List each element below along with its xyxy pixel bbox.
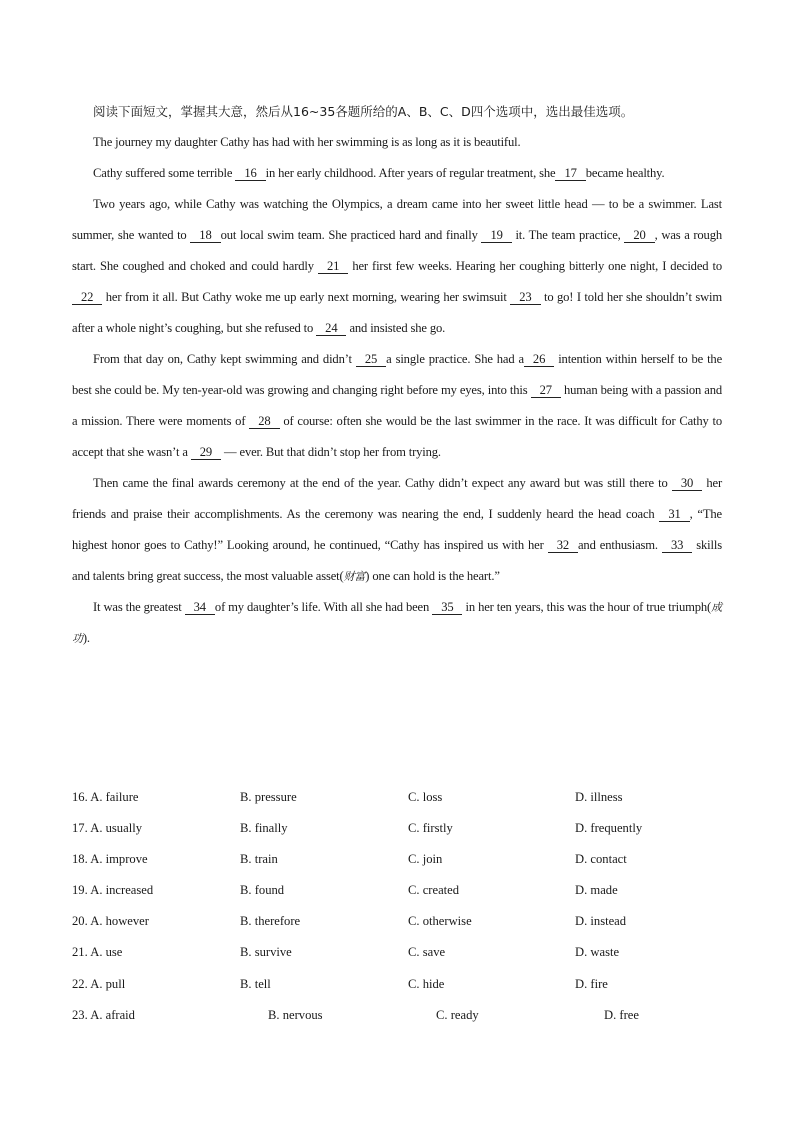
- instruction-text: 阅读下面短文，掌握其大意，然后从16~35各题所给的A、B、C、D四个选项中，选出最佳选项。: [93, 104, 634, 119]
- option-text[interactable]: A. afraid: [90, 1007, 135, 1022]
- question-row: [72, 937, 732, 968]
- question-number: 22.: [72, 976, 88, 991]
- passage-text: , “The highest honor goes to Cathy!” Looking around, he continued, “Cathy has inspired us with her: [72, 507, 722, 552]
- passage-text: intention within herself to be the best she could be. My ten-year-old was growing and changing right before my eyes, into this: [72, 352, 723, 397]
- passage-text: Then came the final awards ceremony at the end of the year. Cathy didn’t expect any award but was still there to: [93, 476, 672, 490]
- passage-paragraphs: [72, 127, 722, 654]
- passage-text: ) one can hold is the heart.”: [365, 569, 500, 583]
- blank-27: 27: [531, 383, 561, 398]
- option-c[interactable]: C. ready: [436, 1007, 479, 1022]
- question-row: [72, 969, 732, 1000]
- paragraph-p5: [72, 468, 722, 592]
- blank-16: 16: [235, 166, 265, 181]
- paragraph-p3: [72, 189, 722, 344]
- option-d[interactable]: D. illness: [575, 790, 623, 804]
- option-b[interactable]: B. finally: [240, 821, 288, 836]
- blank-24: 24: [316, 321, 346, 336]
- passage-text: of my daughter’s life. With all she had been: [214, 600, 433, 614]
- option-a[interactable]: [72, 844, 148, 875]
- option-b[interactable]: B. train: [240, 852, 278, 867]
- question-row: [72, 813, 732, 844]
- question-number: 23.: [72, 1007, 88, 1022]
- option-b[interactable]: B. therefore: [240, 914, 301, 929]
- question-row: [72, 906, 732, 937]
- passage-text: became healthy.: [585, 166, 665, 180]
- blank-30: 30: [672, 476, 702, 491]
- passage-text: human being with a passion and a mission. There were moments of: [72, 383, 722, 428]
- option-c[interactable]: C. join: [408, 852, 443, 867]
- passage-text: Two years ago, while Cathy was watching the Olympics, a dream came into her sweet little head — to be a swimmer. Last summer, she wanted to: [72, 197, 722, 242]
- blank-21: 21: [318, 259, 348, 274]
- passage-text: , was a rough start. She coughed and choked and could hardly: [72, 228, 722, 273]
- blank-22: 22: [72, 290, 102, 305]
- cloze-passage: [72, 96, 722, 654]
- passage-text: her from it all. But Cathy woke me up early next morning, wearing her swimsuit: [102, 290, 511, 304]
- option-c[interactable]: C. loss: [408, 790, 443, 804]
- passage-text: her friends and praise their accomplishments. As the ceremony was nearing the end, I suddenly heard the head coach: [72, 476, 723, 521]
- paragraph-p1: [72, 127, 722, 158]
- option-text[interactable]: A. usually: [90, 821, 142, 836]
- passage-text: — ever. But that didn’t stop her from trying.: [221, 445, 441, 459]
- blank-35: 35: [432, 600, 462, 615]
- option-b[interactable]: B. survive: [240, 945, 292, 960]
- passage-text: skills and talents bring great success, the most valuable asset(: [72, 538, 722, 583]
- blank-31: 31: [659, 507, 689, 522]
- option-a[interactable]: [72, 875, 153, 906]
- passage-text: It was the greatest: [93, 600, 185, 614]
- blank-34: 34: [185, 600, 215, 615]
- passage-text: The journey my daughter Cathy has had with her swimming is as long as it is beautiful.: [93, 135, 521, 149]
- option-a[interactable]: [72, 906, 149, 937]
- option-d[interactable]: D. waste: [575, 945, 620, 960]
- question-number: 20.: [72, 914, 88, 929]
- blank-23: 23: [510, 290, 540, 305]
- blank-25: 25: [356, 352, 386, 367]
- passage-text: out local swim team. She practiced hard and finally: [220, 228, 482, 242]
- option-c[interactable]: C. otherwise: [408, 914, 472, 929]
- paragraph-p2: [72, 158, 722, 189]
- option-d[interactable]: D. frequently: [575, 821, 643, 836]
- passage-text: to go! I told her she shouldn’t swim after a whole night’s coughing, but she refused to: [72, 290, 723, 335]
- passage-text: From that day on, Cathy kept swimming and didn’t: [93, 352, 356, 366]
- option-text[interactable]: A. use: [90, 945, 123, 960]
- blank-33: 33: [662, 538, 692, 553]
- passage-text: Cathy suffered some terrible: [93, 166, 236, 180]
- chinese-gloss: 成功: [72, 601, 722, 645]
- passage-text: and insisted she go.: [346, 321, 446, 335]
- passage-text: a single practice. She had a: [386, 352, 524, 366]
- option-a[interactable]: [72, 782, 138, 813]
- paragraph-p4: [72, 344, 722, 468]
- blank-26: 26: [524, 352, 554, 367]
- question-number: 17.: [72, 821, 88, 836]
- question-number: 21.: [72, 945, 88, 960]
- option-b[interactable]: B. found: [240, 883, 285, 898]
- option-a[interactable]: [72, 969, 125, 1000]
- blank-17: 17: [555, 166, 585, 181]
- question-number: 16.: [72, 790, 88, 804]
- option-d[interactable]: D. made: [575, 883, 618, 898]
- passage-text: it. The team practice,: [511, 228, 625, 242]
- option-d[interactable]: D. instead: [575, 914, 627, 929]
- blank-19: 19: [481, 228, 511, 243]
- option-a[interactable]: [72, 937, 122, 968]
- option-d[interactable]: D. fire: [575, 976, 608, 991]
- question-row: [72, 844, 732, 875]
- option-text[interactable]: A. increased: [90, 883, 154, 898]
- passage-text: of course: often she would be the last swimmer in the race. It was difficult for Cathy to accept that she wasn’t a: [72, 414, 722, 459]
- passage-text: in her early childhood. After years of regular treatment, she: [265, 166, 556, 180]
- option-c[interactable]: C. firstly: [408, 821, 453, 836]
- option-c[interactable]: C. created: [408, 883, 460, 898]
- blank-18: 18: [190, 228, 220, 243]
- option-c[interactable]: C. hide: [408, 976, 445, 991]
- question-number: 19.: [72, 883, 88, 898]
- question-row: [72, 875, 732, 906]
- option-b[interactable]: B. nervous: [268, 1007, 323, 1022]
- option-text[interactable]: A. improve: [90, 852, 148, 867]
- option-d[interactable]: D. contact: [575, 852, 627, 867]
- blank-20: 20: [624, 228, 654, 243]
- option-a[interactable]: [72, 813, 142, 844]
- chinese-gloss: 财富: [343, 570, 366, 583]
- paragraph-p6: [72, 592, 722, 654]
- blank-29: 29: [191, 445, 221, 460]
- passage-text: in her ten years, this was the hour of true triumph(: [462, 600, 712, 614]
- option-text[interactable]: A. pull: [90, 976, 126, 991]
- question-row: [72, 1000, 732, 1031]
- blank-28: 28: [249, 414, 279, 429]
- passage-text: and enthusiasm.: [577, 538, 662, 552]
- option-b[interactable]: B. pressure: [240, 790, 297, 804]
- passage-text: her first few weeks. Hearing her coughing bitterly one night, I decided to: [348, 259, 722, 273]
- option-b[interactable]: B. tell: [240, 976, 271, 991]
- question-row: [72, 782, 732, 813]
- option-d[interactable]: D. free: [604, 1007, 639, 1022]
- blank-32: 32: [548, 538, 578, 553]
- option-c[interactable]: C. save: [408, 945, 446, 960]
- option-a[interactable]: [72, 1000, 135, 1031]
- question-number: 18.: [72, 852, 88, 867]
- option-text[interactable]: A. however: [90, 914, 149, 929]
- question-options: [72, 782, 732, 1031]
- option-text[interactable]: A. failure: [90, 790, 139, 804]
- passage-text: ).: [82, 631, 90, 645]
